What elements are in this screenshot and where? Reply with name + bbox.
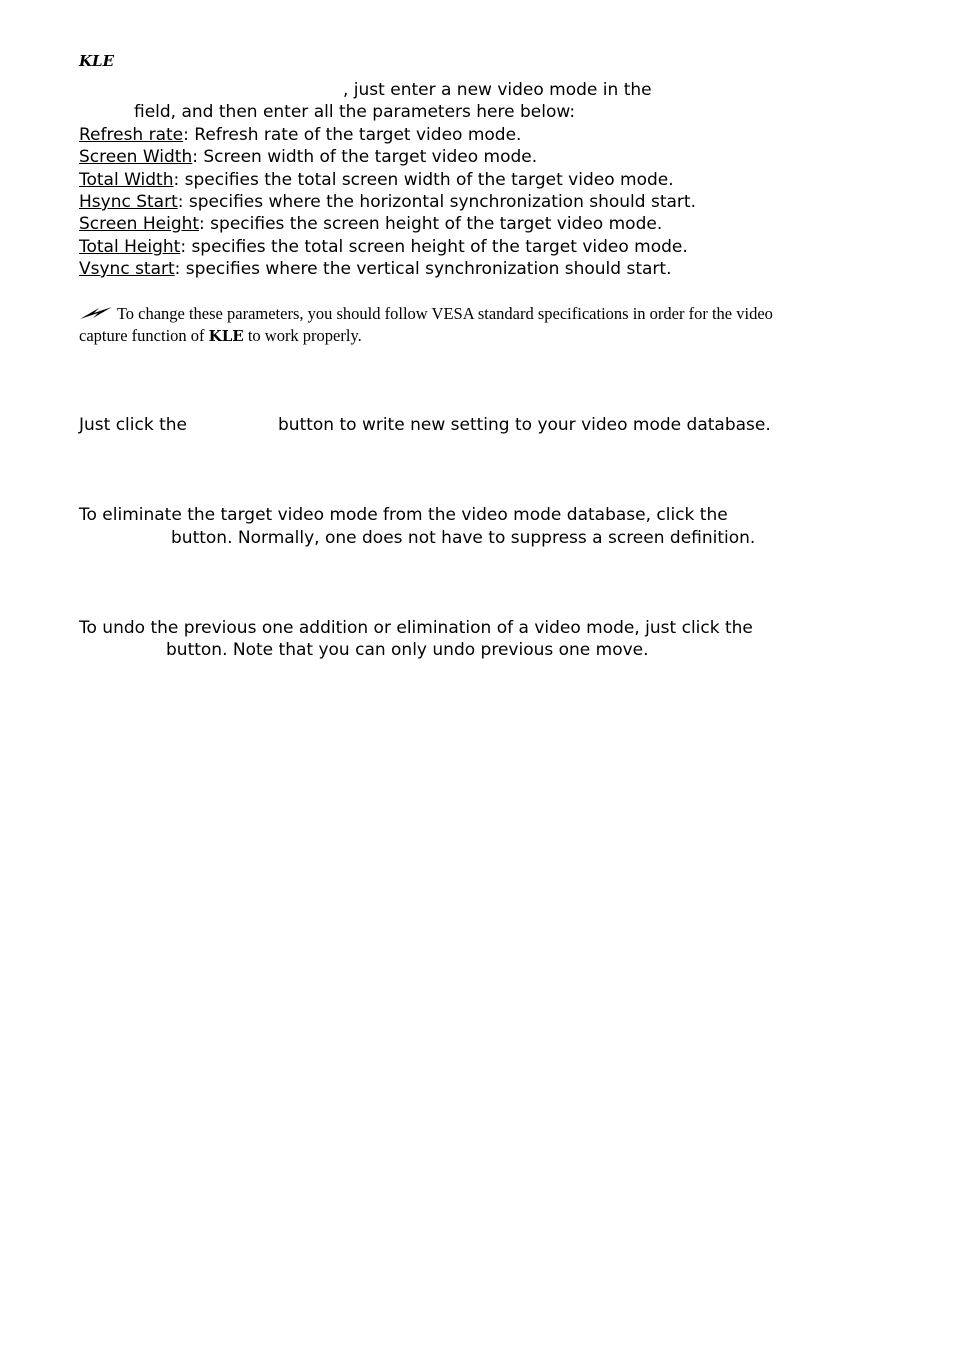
param-total-height — [79, 236, 688, 258]
param-desc: : specifies where the horizontal synchronization should start. — [177, 192, 696, 212]
param-term: Screen Width — [79, 147, 193, 167]
param-desc: : specifies the total screen width of the target video mode. — [173, 170, 674, 190]
param-refresh-rate — [79, 124, 521, 146]
save-text-post: button to write new setting to your video mode database. — [278, 415, 771, 435]
note-text-2-post: to work properly. — [243, 326, 362, 345]
param-term: Total Height — [79, 237, 181, 257]
note-line-1 — [79, 303, 773, 325]
undo-line-2: button. Note that you can only undo previous one move. — [166, 640, 649, 660]
save-text-pre: Just click the — [79, 415, 188, 435]
param-desc: : specifies the screen height of the target video mode. — [199, 214, 663, 234]
header-logo: KLE — [79, 52, 115, 70]
note-text-2-pre: capture function of — [79, 326, 209, 345]
delete-line-2: button. Normally, one does not have to suppress a screen definition. — [171, 528, 756, 548]
param-term: Screen Height — [79, 214, 200, 234]
note-text-1: To change these parameters, you should follow VESA standard specifications in order for the video — [116, 304, 773, 323]
param-term: Refresh rate — [79, 125, 184, 145]
note-line-2 — [79, 325, 362, 347]
param-screen-height — [79, 213, 662, 235]
param-desc: : Refresh rate of the target video mode. — [183, 125, 522, 145]
intro-line-1: , just enter a new video mode in the — [343, 80, 652, 100]
intro-line-2: field, and then enter all the parameters here below: — [134, 102, 576, 122]
param-term: Total Width — [79, 170, 174, 190]
lightning-icon — [79, 306, 113, 320]
param-desc: : Screen width of the target video mode. — [192, 147, 538, 167]
param-vsync-start — [79, 258, 671, 280]
param-desc: : specifies where the vertical synchronization should start. — [174, 259, 672, 279]
note-brand: KLE — [208, 327, 244, 345]
param-total-width — [79, 169, 674, 191]
param-term: Hsync Start — [79, 192, 178, 212]
param-screen-width — [79, 146, 537, 168]
param-desc: : specifies the total screen height of the target video mode. — [180, 237, 688, 257]
delete-line-1: To eliminate the target video mode from the video mode database, click the — [79, 505, 728, 525]
param-hsync-start — [79, 191, 696, 213]
param-term: Vsync start — [79, 259, 175, 279]
undo-line-1: To undo the previous one addition or elimination of a video mode, just click the — [79, 618, 753, 638]
